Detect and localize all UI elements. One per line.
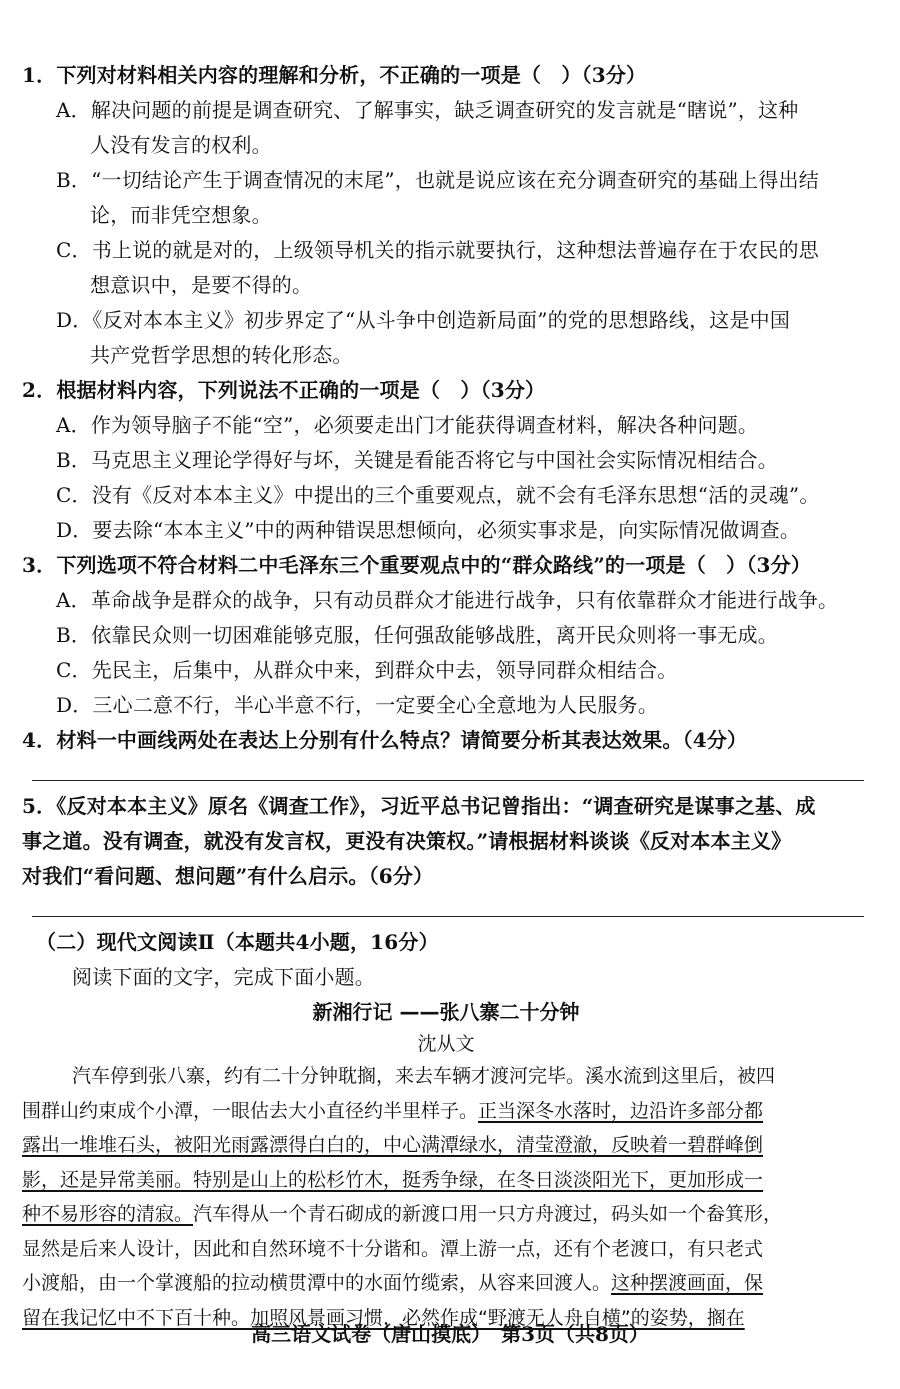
passage-line-1 <box>22 1059 870 1094</box>
question-5-stem-cont-2: 对我们“看问题、想问题”有什么启示。（6分） <box>22 864 434 888</box>
passage-line-6 <box>22 1232 870 1267</box>
passage-line-5 <box>22 1197 870 1232</box>
passage-line-3 <box>22 1128 870 1163</box>
question-1-option-b-cont: 论，而非凭空想象。 <box>90 203 272 227</box>
underlined-text: 这种摆渡画面，保 <box>611 1272 764 1294</box>
section-instruction: 阅读下面的文字，完成下面小题。 <box>72 965 375 989</box>
question-1-option-d-cont: 共产党哲学思想的转化形态。 <box>90 343 353 367</box>
question-4-answer-line[interactable] <box>32 758 864 781</box>
question-3-stem: 3．下列选项不符合材料二中毛泽东三个重要观点中的“群众路线”的一项是（ ）（3分） <box>22 553 812 577</box>
question-1-option-a-cont: 人没有发言的权利。 <box>90 133 272 157</box>
question-5-stem: 5．《反对本本主义》原名《调查工作》，习近平总书记曾指出：“调查研究是谋事之基、成 <box>22 794 816 818</box>
passage-text: 显然是后来人设计，因此和自然环境不十分谐和。潭上游一点，还有个老渡口，有只老式 <box>22 1237 764 1260</box>
question-3-option-b: B．依靠民众则一切困难能够克服，任何强敌能够战胜，离开民众则将一事无成。 <box>56 623 778 647</box>
underlined-text: 留在我记忆中不下百十种。加照风景画习惯，必然作成“野渡无人舟自横”的姿势，搁在 <box>22 1306 745 1329</box>
question-2-option-c: C．没有《反对本本主义》中提出的三个重要观点，就不会有毛泽东思想“活的灵魂”。 <box>56 483 820 507</box>
passage-text: 汽车停到张八寨，约有二十分钟耽搁，来去车辆才渡河完毕。溪水流到这里后，被四 <box>72 1065 776 1087</box>
passage-line-4 <box>22 1163 870 1198</box>
question-1-option-c: C．书上说的就是对的，上级领导机关的指示就要执行，这种想法普遍存在于农民的思 <box>56 238 819 262</box>
question-2-option-a: A．作为领导脑子不能“空”，必须要走出门才能获得调查材料，解决各种问题。 <box>56 413 759 437</box>
passage-line-2 <box>22 1094 870 1129</box>
section-heading: （二）现代文阅读Ⅱ（本题共4小题，16分） <box>36 930 439 954</box>
passage-text: 小渡船，由一个掌渡船的拉动横贯潭中的水面竹缆索，从容来回渡人。 <box>22 1272 612 1294</box>
underlined-text: 影，还是异常美丽。特别是山上的松杉竹木，挺秀争绿，在冬日淡淡阳光下，更加形成一 <box>22 1168 764 1191</box>
question-5-answer-line[interactable] <box>32 894 864 917</box>
underlined-text: 正当深冬水落时，边沿许多部分都 <box>478 1099 764 1122</box>
question-3-option-a: A．革命战争是群众的战争，只有动员群众才能进行战争，只有依靠群众才能进行战争。 <box>56 588 839 612</box>
underlined-text: 种不易形容的清寂。 <box>22 1203 194 1225</box>
passage-title: 新湘行记 ——张八寨二十分钟 <box>312 1000 580 1024</box>
question-1-option-c-cont: 想意识中，是要不得的。 <box>90 273 313 297</box>
question-2-option-b: B．马克思主义理论学得好与坏，关键是看能否将它与中国社会实际情况相结合。 <box>56 448 778 472</box>
question-2-option-d: D．要去除“本本主义”中的两种错误思想倾向，必须实事求是，向实际情况做调查。 <box>56 518 801 542</box>
underlined-text: 露出一堆堆石头，被阳光雨露漂得白白的，中心满潭绿水，清莹澄澈，反映着一碧群峰倒 <box>22 1134 764 1156</box>
page-footer: 高三语文试卷（唐山摸底） 第3页（共8页） <box>251 1322 649 1346</box>
question-1-option-a: A．解决问题的前提是调查研究、了解事实，缺乏调查研究的发言就是“瞎说”，这种 <box>56 98 799 122</box>
passage-text: 围群山约束成个小潭，一眼估去大小直径约半里样子。 <box>22 1099 479 1122</box>
passage-line-7 <box>22 1266 870 1301</box>
passage-author: 沈从文 <box>417 1033 475 1055</box>
question-5-stem-cont-1: 事之道。没有调查，就没有发言权，更没有决策权。”请根据材料谈谈《反对本本主义》 <box>22 829 792 853</box>
passage-text: 汽车得从一个青石砌成的新渡口用一只方舟渡过，码头如一个畚箕形， <box>193 1203 783 1225</box>
question-4-stem: 4．材料一中画线两处在表达上分别有什么特点？请简要分析其表达效果。（4分） <box>22 728 748 752</box>
question-1-stem: 1．下列对材料相关内容的理解和分析，不正确的一项是（ ）（3分） <box>22 63 647 87</box>
question-1-option-d: D．《反对本本主义》初步界定了“从斗争中创造新局面”的党的思想路线，这是中国 <box>56 308 791 332</box>
question-3-option-c: C．先民主，后集中，从群众中来，到群众中去，领导同群众相结合。 <box>56 658 678 682</box>
question-1-option-b: B．“一切结论产生于调查情况的末尾”，也就是说应该在充分调查研究的基础上得出结 <box>56 168 819 192</box>
question-3-option-d: D．三心二意不行，半心半意不行，一定要全心全意地为人民服务。 <box>56 693 659 717</box>
question-2-stem: 2．根据材料内容，下列说法不正确的一项是（ ）（3分） <box>22 378 546 402</box>
